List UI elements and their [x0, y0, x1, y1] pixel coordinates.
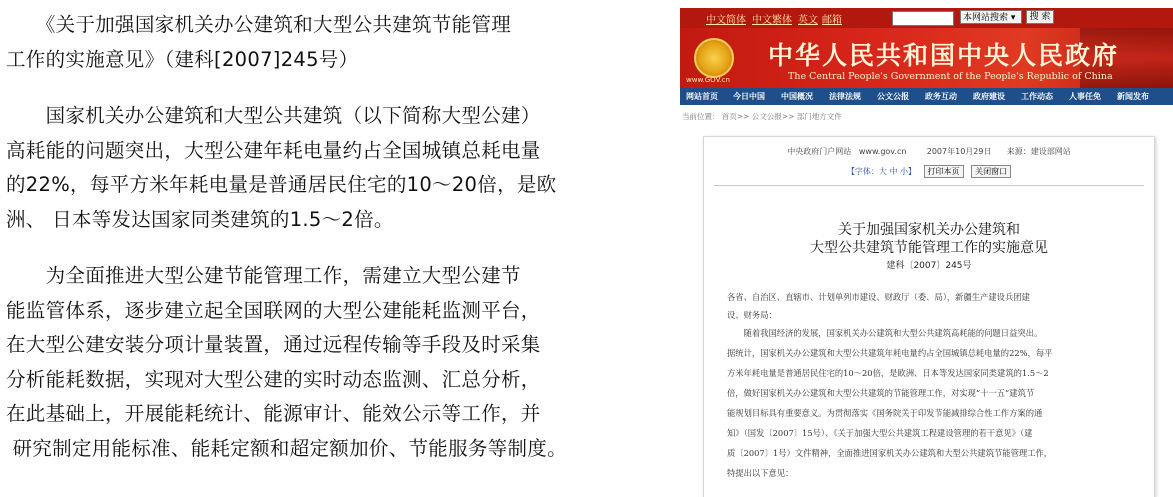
font-size-controls[interactable]: 【字体：大 中 小】 [846, 167, 916, 176]
site-subtitle: The Central People's Government of the People's Republic of China [788, 71, 1113, 82]
nav-item-home[interactable]: 网站首页 [686, 92, 718, 101]
paragraph-background: 国家机关办公建筑和大型公共建筑（以下简称大型公建） 高耗能的问题突出，大型公建年耗电量约占全国城镇总耗电量 的22%，每平方米年耗电量是普通居民住宅的10～20倍，是欧 洲、 日本等发达国家同类建筑的1.5～2倍。 [6, 104, 557, 231]
nav-item-china-overview[interactable]: 中国概况 [781, 92, 813, 101]
top-bar [680, 8, 1173, 28]
body-line: 各省、自治区、直辖市、计划单列市建设、财政厅（委、局），新疆生产建设兵团建 [727, 292, 1030, 302]
article-card [703, 136, 1155, 497]
document-number: 建科〔2007〕245号 [886, 261, 972, 271]
body-line: 质〔2007〕1号）文件精神，全面推进国家机关办公建筑和大型公共建筑节能管理工作， [727, 448, 1053, 458]
close-window-button[interactable]: 关闭窗口 [971, 165, 1011, 178]
print-button[interactable]: 打印本页 [924, 165, 964, 178]
national-emblem-icon [694, 38, 734, 78]
main-nav [680, 88, 1173, 105]
site-title: 中华人民共和国中央人民政府 [768, 41, 1120, 70]
body-line: 倍，做好国家机关办公建筑和大型公共建筑的节能管理工作，对实现“十一五”建筑节 [727, 388, 1035, 398]
webpage-screenshot [680, 8, 1173, 497]
nav-item-appointments[interactable]: 人事任免 [1069, 92, 1101, 101]
nav-item-press[interactable]: 新闻发布 [1117, 92, 1149, 101]
breadcrumb: 当前位置： 首页>> 公文公报>> 部门地方文件 [682, 112, 842, 121]
body-line: 据统计，国家机关办公建筑和大型公共建筑年耗电量约占全国城镇总耗电量的22%，每平 [727, 348, 1053, 358]
nav-item-documents[interactable]: 公文公报 [877, 92, 909, 101]
article-text [6, 8, 646, 466]
document-title-line-2: 大型公共建筑节能管理工作的实施意见 [810, 240, 1048, 256]
search-input[interactable] [892, 11, 954, 26]
link-simplified-chinese[interactable]: 中文简体 [706, 15, 746, 26]
body-line: 随着我国经济的发展，国家机关办公建筑和大型公共建筑高耗能的问题日益突出。 [727, 328, 1043, 338]
nav-item-today-china[interactable]: 今日中国 [733, 92, 765, 101]
nav-item-interaction[interactable]: 政务互动 [925, 92, 957, 101]
search-scope-select[interactable]: 本网站搜索 ▾ [960, 10, 1022, 24]
nav-item-work-news[interactable]: 工作动态 [1021, 92, 1053, 101]
article-meta: 中央政府门户网站 www.gov.cn 2007年10月29日 来源：建设部网站 [787, 147, 1071, 156]
link-traditional-chinese[interactable]: 中文繁体 [752, 15, 792, 26]
link-mailbox[interactable]: 邮箱 [822, 15, 842, 26]
link-english[interactable]: 英文 [798, 15, 818, 26]
body-line: 能规划目标具有重要意义。为贯彻落实《国务院关于印发节能减排综合性工作方案的通 [727, 408, 1043, 418]
divider [714, 185, 1144, 186]
paragraph-title: 《关于加强国家机关办公建筑和大型公共建筑节能管理 工作的实施意见》（建科[2007]245号） [6, 13, 512, 71]
search-button[interactable]: 搜 索 [1026, 10, 1054, 24]
paragraph-measures: 为全面推进大型公建节能管理工作，需建立大型公建节 能监管体系，逐步建立起全国联网的大型公建能耗监测平台， 在大型公建安装分项计量装置，通过远程传输等手段及时采集 分析能耗数据，实现对大型公建的实时动态监测、汇总分析， 在此基础上，开展能耗统计、能源审计、能效公示等工作，并 研究制定用能标准、能耗定额和超定额加价、节能服务等制度。 [6, 264, 567, 460]
article-tools [704, 165, 1154, 178]
body-line: 设、财务局： [727, 310, 777, 320]
site-banner [680, 28, 1173, 88]
document-title-line-1: 关于加强国家机关办公建筑和 [838, 222, 1020, 238]
body-line: 方米年耗电量是普通居民住宅的10～20倍，是欧洲、日本等发达国家同类建筑的1.5～2 [727, 368, 1049, 378]
body-line: 特提出以下意见： [727, 468, 794, 478]
nav-item-gov-building[interactable]: 政府建设 [973, 92, 1005, 101]
body-line: 知》（国发〔2007〕15号）、《关于加强大型公共建筑工程建设管理的若干意见》（建 [727, 428, 1033, 438]
site-url: www.GOV.cn [686, 76, 730, 84]
nav-item-laws[interactable]: 法律法规 [829, 92, 861, 101]
